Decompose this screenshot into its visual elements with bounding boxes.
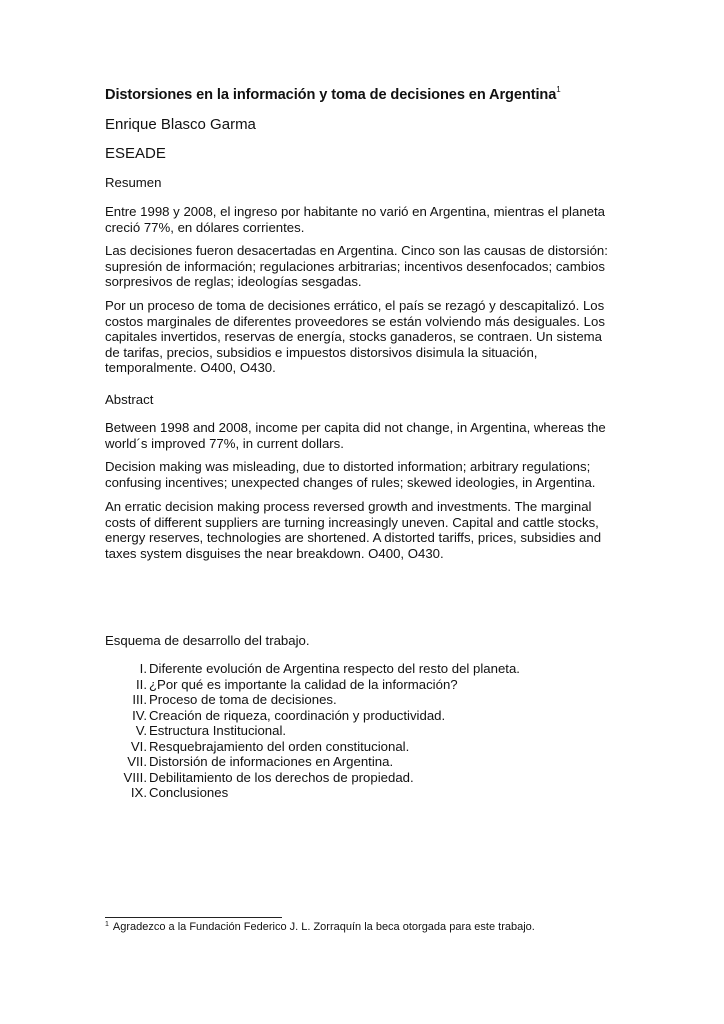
resumen-heading: Resumen (105, 175, 162, 190)
resumen-paragraph-1 (105, 204, 635, 235)
text-line: capitales invertidos, reservas de energía, stocks ganaderos, se contraen. Un sistema (105, 329, 602, 345)
text-line: creció 77%, en dólares corrientes. (105, 219, 305, 235)
abstract-paragraph-2 (105, 459, 635, 490)
text-line: Las decisiones fueron desacertadas en Argentina. Cinco son las causas de distorsión: (105, 243, 608, 258)
outline-text: Creación de riqueza, coordinación y productividad. (149, 707, 446, 723)
outline-numeral: V. (135, 723, 147, 738)
text-line: supresión de información; regulaciones arbitrarias; incentivos desenfocados; cambios (105, 258, 605, 274)
abstract-paragraph-1 (105, 420, 635, 451)
footnote-divider (105, 917, 282, 918)
outline-numeral: IV. (132, 707, 147, 723)
outline-numeral: III. (132, 692, 147, 707)
outline-numeral: II. (136, 676, 147, 692)
outline-numeral: IX. (130, 785, 147, 800)
text-line: de tarifas, precios, subsidios e impuestos distorsivos disimula la situación, (105, 344, 538, 360)
text-line: world´s improved 77%, in current dollars. (105, 435, 344, 451)
outline-text: ¿Por qué es importante la calidad de la información? (149, 676, 458, 692)
text-line: Decision making was misleading, due to distorted information; arbitrary regulations; (105, 459, 591, 474)
text-line: temporalmente. O400, O430. (105, 360, 276, 376)
text-line: An erratic decision making process reversed growth and investments. The marginal (105, 499, 592, 514)
outline-heading: Esquema de desarrollo del trabajo. (105, 633, 310, 648)
text-line: costs of different suppliers are turning increasingly uneven. Capital and cattle stocks, (105, 514, 599, 530)
text-line: energy reserves, technologies are shortened. A distorted tariffs, prices, subsidies and (105, 530, 602, 546)
abstract-paragraph-3 (105, 499, 635, 561)
outline-text: Debilitamiento de los derechos de propiedad. (149, 769, 414, 785)
author-name: Enrique Blasco Garma (105, 116, 256, 133)
outline-numeral: VII. (127, 754, 147, 769)
text-line: sorpresivos de reglas; ideologías sesgadas. (105, 274, 362, 290)
title-footnote-mark[interactable]: 1 (556, 85, 561, 94)
text-line: Between 1998 and 2008, income per capita did not change, in Argentina, whereas the (105, 420, 606, 435)
text-line: Por un proceso de toma de decisiones errático, el país se rezagó y descapitalizó. Los (105, 298, 605, 313)
paper-title-text: Distorsiones en la información y toma de decisiones en Argentina (105, 87, 557, 103)
text-line: Entre 1998 y 2008, el ingreso por habitante no varió en Argentina, mientras el planeta (105, 204, 605, 219)
outline-numeral: VIII. (123, 769, 147, 785)
paper-title (105, 87, 561, 103)
outline-text: Distorsión de informaciones en Argentina. (149, 754, 394, 769)
institution: ESEADE (105, 145, 166, 162)
outline-numeral: VI. (130, 738, 147, 754)
outline-text: Proceso de toma de decisiones. (149, 692, 337, 707)
footnote (105, 921, 535, 933)
resumen-paragraph-2 (105, 243, 635, 290)
outline-text: Diferente evolución de Argentina respecto del resto del planeta. (149, 661, 520, 676)
outline-text: Resquebrajamiento del orden constitucional. (149, 738, 410, 754)
text-line: confusing incentives; unexpected changes of rules; skewed ideologies, in Argentina. (105, 474, 596, 490)
footnote-mark: 1 (105, 921, 109, 928)
outline-text: Estructura Institucional. (149, 723, 287, 738)
resumen-paragraph-3 (105, 298, 635, 376)
text-line: costos marginales de diferentes proveedores se están volviendo más desiguales. Los (105, 313, 605, 329)
text-line: taxes system disguises the near breakdown. O400, O430. (105, 545, 444, 561)
abstract-heading: Abstract (105, 392, 154, 407)
outline-text: Conclusiones (149, 785, 229, 800)
outline-numeral: I. (139, 661, 147, 676)
footnote-text: Agradezco a la Fundación Federico J. L. Zorraquín la beca otorgada para este trabajo. (112, 921, 535, 933)
